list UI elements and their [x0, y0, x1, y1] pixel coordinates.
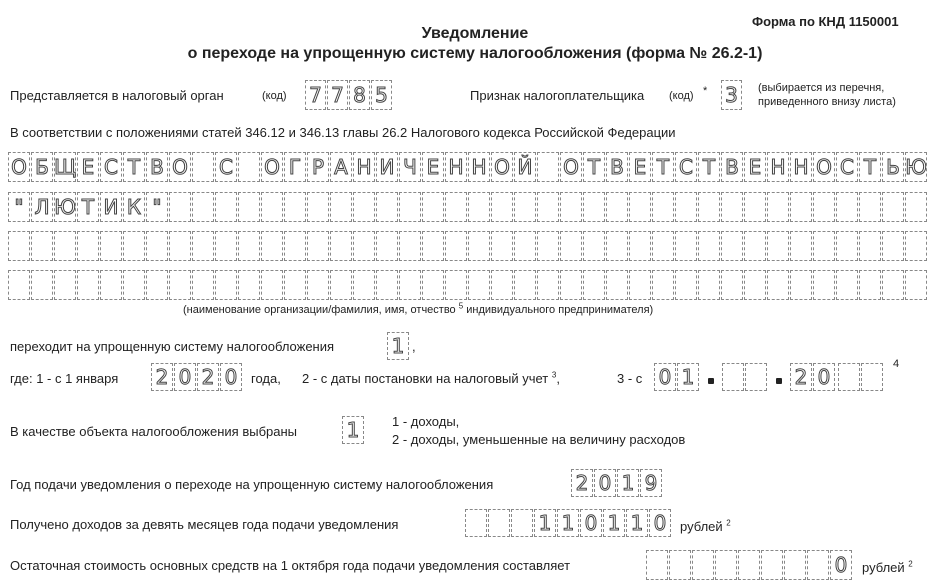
char-cell [100, 270, 122, 300]
char-cell [307, 231, 329, 261]
notice-year-label: Год подачи уведомления о переходе на упрощенную систему налогообложения [10, 477, 494, 492]
date-separator-2 [776, 378, 782, 384]
char-cell [261, 231, 283, 261]
tax-office-code-boxes[interactable] [305, 80, 393, 110]
char-cell: Р [307, 152, 329, 182]
char-cell [284, 231, 306, 261]
char-cell [583, 270, 605, 300]
transition-comma: , [412, 339, 416, 354]
char-cell [905, 231, 927, 261]
char-cell [445, 231, 467, 261]
char-cell: Н [790, 152, 812, 182]
char-cell [560, 270, 582, 300]
taxpayer-sign-code-hint: (код) [669, 90, 694, 102]
char-cell [238, 231, 260, 261]
char-cell [537, 192, 559, 222]
char-cell: Г [284, 152, 306, 182]
char-cell [399, 270, 421, 300]
char-cell [376, 270, 398, 300]
char-cell: 2 [151, 363, 173, 391]
char-cell [767, 192, 789, 222]
char-cell [738, 550, 760, 580]
char-cell [422, 270, 444, 300]
char-cell [836, 231, 858, 261]
char-cell [468, 231, 490, 261]
char-cell: Т [652, 152, 674, 182]
char-cell [192, 270, 214, 300]
tax-office-label: Представляется в налоговый орган [10, 88, 224, 103]
char-cell [652, 270, 674, 300]
char-cell: " [8, 192, 30, 222]
char-cell: В [606, 152, 628, 182]
char-cell: Т [698, 152, 720, 182]
char-cell: С [836, 152, 858, 182]
assets-label: Остаточная стоимость основных средств на 1 октября года подачи уведомления составляет [10, 558, 571, 573]
char-cell [330, 231, 352, 261]
char-cell [238, 192, 260, 222]
char-cell: 0 [830, 550, 852, 580]
char-cell [465, 509, 487, 537]
char-cell [669, 550, 691, 580]
char-cell [330, 192, 352, 222]
char-cell [721, 192, 743, 222]
form-subtitle: о переходе на упрощенную систему налогообложения (форма № 26.2-1) [187, 45, 763, 62]
date-separator-1 [708, 378, 714, 384]
date-month-boxes[interactable] [722, 363, 768, 391]
option-3-label: 3 - с [617, 371, 643, 386]
char-cell [744, 270, 766, 300]
char-cell [284, 270, 306, 300]
char-cell: Ч [399, 152, 421, 182]
char-cell: О [491, 152, 513, 182]
char-cell: А [330, 152, 352, 182]
char-cell [422, 192, 444, 222]
char-cell [307, 192, 329, 222]
char-cell: 0 [649, 509, 671, 537]
char-cell [169, 231, 191, 261]
char-cell: И [100, 192, 122, 222]
char-cell: 5 [371, 80, 392, 110]
char-cell: 2 [790, 363, 812, 391]
char-cell [215, 192, 237, 222]
char-cell [859, 231, 881, 261]
char-cell: 0 [594, 469, 616, 497]
char-cell: О [560, 152, 582, 182]
form-title: Уведомление [421, 25, 529, 42]
taxpayer-sign-note-1: (выбирается из перечня, [758, 82, 885, 94]
taxpayer-sign-box[interactable] [721, 80, 743, 110]
char-cell: 8 [349, 80, 370, 110]
char-cell: 1 [603, 509, 625, 537]
char-cell: В [146, 152, 168, 182]
char-cell [882, 270, 904, 300]
char-cell [606, 231, 628, 261]
char-cell [675, 192, 697, 222]
char-cell [514, 231, 536, 261]
char-cell [836, 192, 858, 222]
char-cell [238, 270, 260, 300]
char-cell [192, 192, 214, 222]
char-cell: К [123, 192, 145, 222]
object-option-2: 2 - доходы, уменьшенные на величину расходов [392, 432, 686, 447]
char-cell [192, 231, 214, 261]
char-cell: 7 [305, 80, 326, 110]
char-cell [692, 550, 714, 580]
char-cell [284, 192, 306, 222]
char-cell [123, 231, 145, 261]
char-cell: Е [629, 152, 651, 182]
org-name-row-2[interactable] [8, 192, 928, 222]
char-cell [813, 270, 835, 300]
char-cell [745, 363, 767, 391]
char-cell [353, 231, 375, 261]
char-cell [123, 270, 145, 300]
form-code: Форма по КНД 1150001 [752, 14, 899, 29]
char-cell [790, 270, 812, 300]
char-cell [77, 231, 99, 261]
notice-year-boxes[interactable] [571, 469, 663, 497]
assets-unit: рублей $^2$ [862, 559, 913, 575]
char-cell [767, 270, 789, 300]
option-3-footnote: 4 [893, 358, 900, 370]
char-cell [629, 231, 651, 261]
char-cell [859, 192, 881, 222]
char-cell: В [721, 152, 743, 182]
char-cell: Л [31, 192, 53, 222]
char-cell [629, 270, 651, 300]
char-cell [905, 270, 927, 300]
char-cell [511, 509, 533, 537]
char-cell [8, 231, 30, 261]
char-cell [330, 270, 352, 300]
assets-boxes[interactable] [646, 550, 853, 580]
char-cell [560, 231, 582, 261]
char-cell [537, 231, 559, 261]
char-cell [606, 192, 628, 222]
char-cell: О [261, 152, 283, 182]
char-cell [675, 231, 697, 261]
char-cell [838, 363, 860, 391]
char-cell: 0 [220, 363, 242, 391]
char-cell [629, 192, 651, 222]
char-cell: С [215, 152, 237, 182]
char-cell [744, 192, 766, 222]
char-cell: 1 [534, 509, 556, 537]
char-cell: Б [31, 152, 53, 182]
char-cell: 2 [571, 469, 593, 497]
char-cell: Т [123, 152, 145, 182]
char-cell [721, 231, 743, 261]
object-label: В качестве объекта налогообложения выбраны [10, 424, 298, 439]
char-cell: Ю [54, 192, 76, 222]
char-cell [767, 231, 789, 261]
char-cell [761, 550, 783, 580]
char-cell: Т [583, 152, 605, 182]
char-cell [100, 231, 122, 261]
char-cell [861, 363, 883, 391]
char-cell [8, 270, 30, 300]
char-cell [721, 270, 743, 300]
transition-label: переходит на упрощенную систему налогообложения [10, 339, 335, 354]
char-cell [192, 152, 214, 182]
transition-box[interactable] [387, 332, 410, 360]
char-cell [261, 270, 283, 300]
char-cell [722, 363, 744, 391]
char-cell [146, 270, 168, 300]
char-cell: 1 [342, 416, 364, 444]
char-cell [514, 192, 536, 222]
char-cell [376, 192, 398, 222]
char-cell: Н [767, 152, 789, 182]
char-cell [807, 550, 829, 580]
char-cell [169, 192, 191, 222]
char-cell [813, 192, 835, 222]
char-cell [491, 192, 513, 222]
char-cell [646, 550, 668, 580]
char-cell [169, 270, 191, 300]
char-cell: 7 [327, 80, 348, 110]
date-day-boxes[interactable] [654, 363, 700, 391]
char-cell [468, 270, 490, 300]
char-cell [399, 231, 421, 261]
char-cell [537, 152, 559, 182]
char-cell: Т [77, 192, 99, 222]
char-cell [698, 270, 720, 300]
char-cell: Е [744, 152, 766, 182]
char-cell: 1 [557, 509, 579, 537]
char-cell [836, 270, 858, 300]
char-cell: 1 [387, 332, 409, 360]
char-cell [652, 231, 674, 261]
tax-office-code-hint: (код) [262, 90, 287, 102]
income-label: Получено доходов за девять месяцев года подачи уведомления [10, 517, 399, 532]
char-cell [790, 192, 812, 222]
char-cell: С [100, 152, 122, 182]
taxpayer-sign-note-2: приведенного внизу листа) [758, 96, 896, 108]
char-cell [905, 192, 927, 222]
char-cell [77, 270, 99, 300]
start-year-boxes[interactable] [151, 363, 243, 391]
char-cell: Е [77, 152, 99, 182]
char-cell [146, 231, 168, 261]
char-cell [583, 231, 605, 261]
char-cell [715, 550, 737, 580]
char-cell: Т [859, 152, 881, 182]
char-cell: 0 [174, 363, 196, 391]
char-cell [491, 270, 513, 300]
char-cell [399, 192, 421, 222]
char-cell: 1 [677, 363, 699, 391]
char-cell [606, 270, 628, 300]
date-year-boxes[interactable] [790, 363, 836, 391]
char-cell [583, 192, 605, 222]
char-cell [652, 192, 674, 222]
char-cell: " [146, 192, 168, 222]
char-cell: Н [353, 152, 375, 182]
taxpayer-sign-footnote: * [703, 85, 708, 97]
char-cell [560, 192, 582, 222]
char-cell: 1 [626, 509, 648, 537]
char-cell [54, 231, 76, 261]
char-cell: И [376, 152, 398, 182]
org-name-row-4[interactable] [8, 270, 928, 300]
char-cell: Й [514, 152, 536, 182]
income-boxes[interactable] [465, 509, 672, 537]
org-name-caption: (наименование организации/фамилия, имя, отчество $^5$ индивидуального предпринимателя) [183, 301, 654, 316]
char-cell [882, 231, 904, 261]
char-cell [698, 231, 720, 261]
option-1-label: где: 1 - с 1 января [10, 371, 119, 386]
char-cell: 3 [721, 80, 742, 110]
taxpayer-sign-label: Признак налогоплательщика [470, 88, 645, 103]
char-cell [491, 231, 513, 261]
char-cell [445, 192, 467, 222]
char-cell: Н [468, 152, 490, 182]
char-cell: Ю [905, 152, 927, 182]
char-cell [353, 270, 375, 300]
char-cell [215, 270, 237, 300]
char-cell [859, 270, 881, 300]
char-cell: О [169, 152, 191, 182]
char-cell [882, 192, 904, 222]
char-cell: 0 [580, 509, 602, 537]
org-name-row-3[interactable] [8, 231, 928, 261]
char-cell: Щ [54, 152, 76, 182]
char-cell [514, 270, 536, 300]
char-cell [675, 270, 697, 300]
char-cell [215, 231, 237, 261]
char-cell [31, 270, 53, 300]
object-box[interactable] [342, 416, 365, 444]
org-name-row-1[interactable] [8, 152, 928, 182]
char-cell [261, 192, 283, 222]
year-suffix: года, [251, 371, 281, 386]
char-cell [422, 231, 444, 261]
char-cell [445, 270, 467, 300]
char-cell [698, 192, 720, 222]
char-cell: О [813, 152, 835, 182]
char-cell: 1 [617, 469, 639, 497]
char-cell [353, 192, 375, 222]
char-cell: 2 [197, 363, 219, 391]
char-cell: 9 [640, 469, 662, 497]
char-cell [54, 270, 76, 300]
char-cell: 0 [813, 363, 835, 391]
char-cell [468, 192, 490, 222]
option-2-label: 2 - с даты постановки на налоговый учет $^3$, [302, 370, 560, 386]
char-cell [784, 550, 806, 580]
basis-text: В соответствии с положениями статей 346.12 и 346.13 главы 26.2 Налогового кодекса Российской Федерации [10, 125, 676, 140]
char-cell [238, 152, 260, 182]
char-cell: 0 [654, 363, 676, 391]
char-cell [376, 231, 398, 261]
char-cell [537, 270, 559, 300]
income-unit: рублей $^2$ [680, 518, 731, 534]
date-year-tail-boxes[interactable] [838, 363, 884, 391]
char-cell [307, 270, 329, 300]
char-cell [31, 231, 53, 261]
char-cell [790, 231, 812, 261]
char-cell: О [8, 152, 30, 182]
char-cell [488, 509, 510, 537]
char-cell: Ь [882, 152, 904, 182]
char-cell [813, 231, 835, 261]
char-cell: Н [445, 152, 467, 182]
char-cell [744, 231, 766, 261]
char-cell: Е [422, 152, 444, 182]
object-option-1: 1 - доходы, [392, 414, 460, 429]
char-cell: С [675, 152, 697, 182]
